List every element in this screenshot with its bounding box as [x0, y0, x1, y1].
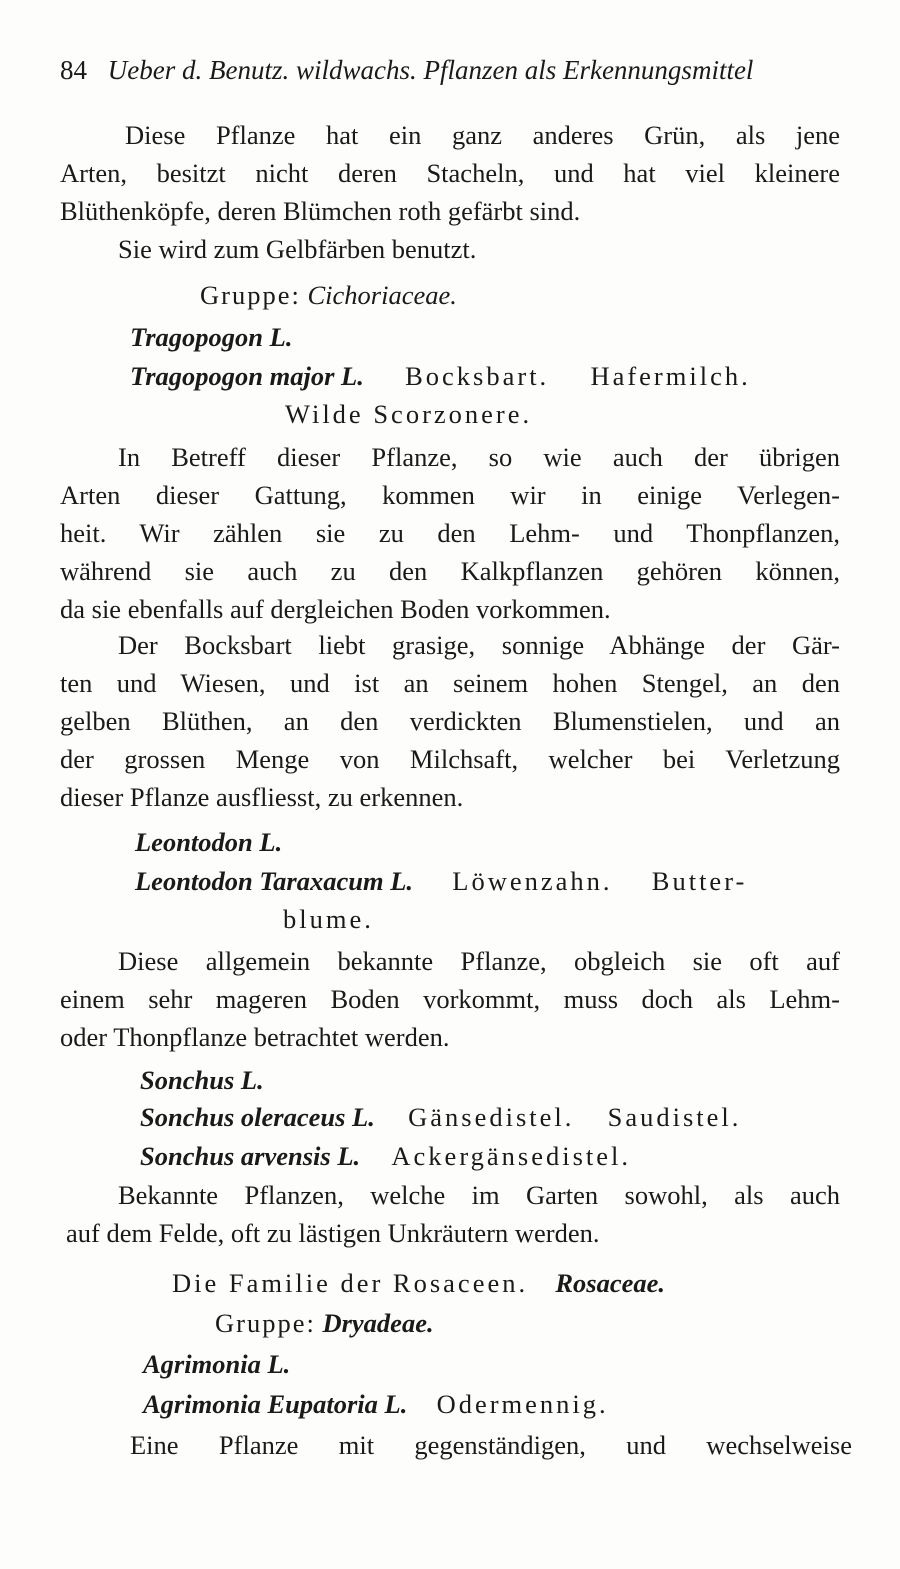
text-line: gelben Blüthen, an den verdickten Blumenstielen, und an — [60, 706, 840, 736]
text-line: während sie auch zu den Kalkpflanzen gehören können, — [60, 556, 840, 586]
text-line: Der Bocksbart liebt grasige, sonnige Abhänge der Gär- — [118, 630, 840, 660]
species-heading — [135, 864, 747, 898]
species-name: Tragopogon major L. — [130, 361, 364, 391]
species-name: Leontodon Taraxacum L. — [135, 866, 414, 896]
species-heading — [143, 1387, 609, 1421]
text-line: heit. Wir zählen sie zu den Lehm- und Thonpflanzen, — [60, 518, 840, 548]
page-number: 84 — [60, 55, 87, 85]
common-name: Gänsedistel. — [408, 1102, 575, 1132]
common-name: Bocksbart. — [405, 361, 550, 391]
group-heading — [215, 1306, 434, 1340]
family-name: Rosaceae. — [555, 1268, 666, 1298]
group-name: Dryadeae. — [322, 1308, 434, 1338]
text-line: Arten dieser Gattung, kommen wir in einige Verlegen- — [60, 480, 840, 510]
text-line: ten und Wiesen, und ist an seinem hohen Stengel, an den — [60, 668, 840, 698]
group-label: Gruppe: — [215, 1308, 316, 1338]
common-name: Odermennig. — [436, 1389, 609, 1419]
genus-heading: Leontodon L. — [135, 827, 283, 857]
common-name: Saudistel. — [607, 1102, 742, 1132]
text-line: In Betreff dieser Pflanze, so wie auch der übrigen — [118, 442, 840, 472]
genus-heading: Tragopogon L. — [130, 322, 293, 352]
running-title: Ueber d. Benutz. wildwachs. Pflanzen als Erkennungsmittel — [107, 55, 754, 85]
text-line: dieser Pflanze ausfliesst, zu erkennen. — [60, 782, 464, 812]
text-line: Eine Pflanze mit gegenständigen, und wechselweise — [130, 1430, 852, 1460]
text-line: da sie ebenfalls auf dergleichen Boden vorkommen. — [60, 594, 611, 624]
species-name: Agrimonia Eupatoria L. — [143, 1389, 408, 1419]
text-line: der grossen Menge von Milchsaft, welcher bei Verletzung — [60, 744, 840, 774]
family-heading — [172, 1266, 665, 1300]
common-name: Butter- — [651, 866, 748, 896]
text-line: auf dem Felde, oft zu lästigen Unkräutern werden. — [66, 1218, 600, 1248]
species-heading — [140, 1139, 631, 1173]
species-name: Sonchus oleraceus L. — [140, 1102, 375, 1132]
running-header — [60, 55, 850, 86]
genus-heading: Sonchus L. — [140, 1065, 264, 1095]
text-line: Sie wird zum Gelbfärben benutzt. — [118, 234, 477, 264]
group-name: Cichoriaceae. — [307, 280, 457, 310]
genus-heading: Agrimonia L. — [143, 1349, 291, 1379]
text-line: Bekannte Pflanzen, welche im Garten sowohl, als auch — [118, 1180, 840, 1210]
common-name: Ackergänsedistel. — [391, 1141, 632, 1171]
species-heading — [130, 359, 751, 393]
text-line: Arten, besitzt nicht deren Stacheln, und hat viel kleinere — [60, 158, 840, 188]
text-line: Blüthenköpfe, deren Blümchen roth gefärbt sind. — [60, 196, 581, 226]
species-name: Sonchus arvensis L. — [140, 1141, 361, 1171]
group-label: Gruppe: — [200, 280, 301, 310]
common-name: Hafermilch. — [590, 361, 751, 391]
text-line: einem sehr mageren Boden vorkommt, muss doch als Lehm- — [60, 984, 840, 1014]
species-heading — [140, 1100, 741, 1134]
common-name: Wilde Scorzonere. — [285, 399, 533, 429]
family-label: Die Familie der Rosaceen. — [172, 1268, 529, 1298]
text-line: Diese allgemein bekannte Pflanze, obgleich sie oft auf — [118, 946, 840, 976]
text-line: Diese Pflanze hat ein ganz anderes Grün, als jene — [125, 120, 840, 150]
common-name: blume. — [283, 904, 374, 934]
common-name: Löwenzahn. — [452, 866, 613, 896]
text-line: oder Thonpflanze betrachtet werden. — [60, 1022, 450, 1052]
group-heading — [200, 278, 457, 312]
